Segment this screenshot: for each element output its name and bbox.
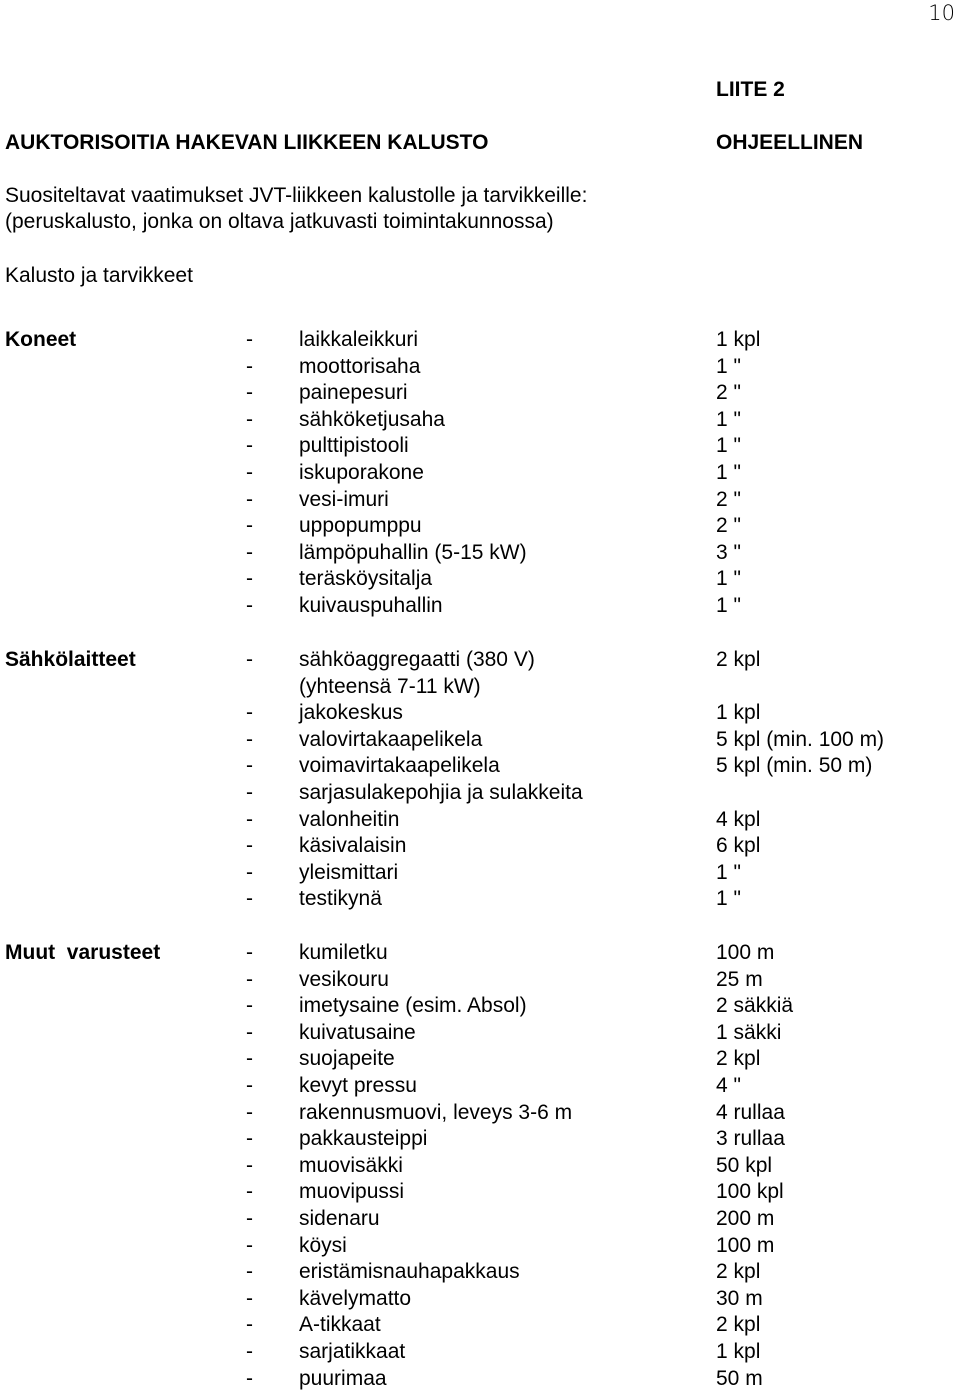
item-name: (yhteensä 7-11 kW): [299, 674, 481, 698]
item-name: muovipussi: [299, 1180, 405, 1204]
item-name: A-tikkaat: [299, 1313, 381, 1337]
page-number: 10: [928, 1, 955, 25]
list-item: [0, 433, 960, 460]
item-quantity: 50 m: [716, 1366, 763, 1390]
list-bullet: -: [246, 967, 253, 991]
list-item: [0, 860, 960, 887]
list-item: [0, 460, 960, 487]
list-bullet: -: [246, 1100, 253, 1124]
list-item: [0, 727, 960, 754]
list-bullet: -: [246, 407, 253, 431]
item-name: lämpöpuhallin (5-15 kW): [299, 540, 527, 564]
item-name: kevyt pressu: [299, 1073, 417, 1097]
item-quantity: 30 m: [716, 1286, 763, 1310]
list-item: [0, 487, 960, 514]
list-item: [0, 807, 960, 834]
item-quantity: 1 kpl: [716, 1339, 761, 1363]
section-muut-varusteet: [0, 940, 960, 1392]
item-quantity: 5 kpl (min. 50 m): [716, 754, 873, 778]
item-quantity: 50 kpl: [716, 1153, 773, 1177]
subheading: Kalusto ja tarvikkeet: [5, 264, 193, 287]
list-bullet: -: [246, 994, 253, 1018]
list-item: [0, 833, 960, 860]
list-item: [0, 354, 960, 381]
list-item: [0, 1366, 960, 1393]
list-item: [0, 1046, 960, 1073]
page-title: AUKTORISOITIA HAKEVAN LIIKKEEN KALUSTO: [5, 131, 489, 154]
list-item: [0, 993, 960, 1020]
list-bullet: -: [246, 780, 253, 804]
list-item: [0, 513, 960, 540]
item-quantity: 1 ": [716, 434, 741, 458]
item-name: uppopumppu: [299, 514, 422, 538]
list-bullet: -: [246, 1127, 253, 1151]
item-name: testikynä: [299, 887, 382, 911]
item-quantity: 100 m: [716, 1233, 775, 1257]
list-item: [0, 540, 960, 567]
list-item: [0, 1339, 960, 1366]
list-item: [0, 327, 960, 354]
item-quantity: 1 ": [716, 593, 741, 617]
list-item: [0, 1286, 960, 1313]
item-name: vesikouru: [299, 967, 389, 991]
item-quantity: 1 ": [716, 887, 741, 911]
item-quantity: 4 rullaa: [716, 1100, 785, 1124]
item-name: kävelymatto: [299, 1286, 412, 1310]
appendix-label: LIITE 2: [716, 78, 785, 101]
item-quantity: 1 ": [716, 567, 741, 591]
list-item: [0, 940, 960, 967]
list-item: [0, 566, 960, 593]
list-bullet: -: [246, 328, 253, 351]
list-bullet: -: [246, 727, 253, 751]
item-name: suojapeite: [299, 1047, 395, 1071]
list-bullet: -: [246, 514, 253, 538]
list-bullet: -: [246, 648, 253, 671]
list-bullet: -: [246, 1233, 253, 1257]
list-bullet: -: [246, 807, 253, 831]
item-quantity: 25 m: [716, 967, 763, 991]
list-bullet: -: [246, 381, 253, 405]
item-quantity: 200 m: [716, 1206, 775, 1230]
list-item: [0, 1206, 960, 1233]
item-quantity: 1 säkki: [716, 1020, 782, 1044]
item-list: [0, 327, 960, 620]
item-quantity: 1 ": [716, 860, 741, 884]
item-name: jakokeskus: [299, 701, 403, 725]
item-name: iskuporakone: [299, 460, 424, 484]
list-bullet: -: [246, 1366, 253, 1390]
section-title: Sähkölaitteet: [5, 648, 136, 671]
list-item: [0, 700, 960, 727]
item-quantity: 4 ": [716, 1073, 741, 1097]
list-item: [0, 593, 960, 620]
list-bullet: -: [246, 354, 253, 378]
item-quantity: 2 kpl: [716, 1313, 761, 1337]
item-name: puurimaa: [299, 1366, 387, 1390]
intro-text: [5, 183, 587, 235]
item-name: sidenaru: [299, 1206, 380, 1230]
item-name: valonheitin: [299, 807, 400, 831]
item-name: kumiletku: [299, 941, 388, 964]
list-bullet: -: [246, 887, 253, 911]
list-bullet: -: [246, 593, 253, 617]
list-bullet: -: [246, 1206, 253, 1230]
list-item: [0, 674, 960, 701]
list-item: [0, 753, 960, 780]
list-bullet: -: [246, 460, 253, 484]
item-name: sähköaggregaatti (380 V): [299, 648, 535, 671]
item-name: vesi-imuri: [299, 487, 389, 511]
section-koneet: [0, 327, 960, 620]
list-item: [0, 647, 960, 674]
item-name: teräsköysitalja: [299, 567, 433, 591]
item-name: sarjatikkaat: [299, 1339, 406, 1363]
list-bullet: -: [246, 941, 253, 964]
item-quantity: 2 säkkiä: [716, 994, 794, 1018]
list-item: [0, 1233, 960, 1260]
list-item: [0, 380, 960, 407]
item-quantity: 2 ": [716, 514, 741, 538]
list-item: [0, 1259, 960, 1286]
list-item: [0, 1073, 960, 1100]
list-bullet: -: [246, 1047, 253, 1071]
item-quantity: 1 kpl: [716, 328, 761, 351]
item-name: sarjasulakepohjia ja sulakkeita: [299, 780, 583, 804]
item-quantity: 2 ": [716, 381, 741, 405]
list-bullet: -: [246, 754, 253, 778]
list-item: [0, 780, 960, 807]
list-bullet: -: [246, 567, 253, 591]
item-quantity: 4 kpl: [716, 807, 761, 831]
list-bullet: -: [246, 540, 253, 564]
section-title: Muut varusteet: [5, 941, 161, 964]
list-item: [0, 1179, 960, 1206]
item-name: painepesuri: [299, 381, 408, 405]
list-bullet: -: [246, 1339, 253, 1363]
list-bullet: -: [246, 434, 253, 458]
list-item: [0, 1153, 960, 1180]
intro-line: (peruskalusto, jonka on oltava jatkuvasti toimintakunnossa): [5, 210, 554, 233]
list-item: [0, 1312, 960, 1339]
item-name: köysi: [299, 1233, 347, 1257]
item-name: kuivatusaine: [299, 1020, 416, 1044]
item-quantity: 3 ": [716, 540, 741, 564]
item-name: eristämisnauhapakkaus: [299, 1260, 520, 1284]
list-bullet: -: [246, 487, 253, 511]
list-item: [0, 1020, 960, 1047]
item-name: sähköketjusaha: [299, 407, 445, 431]
item-quantity: 2 kpl: [716, 1260, 761, 1284]
list-bullet: -: [246, 1313, 253, 1337]
section-title: Koneet: [5, 328, 77, 351]
item-name: rakennusmuovi, leveys 3-6 m: [299, 1100, 573, 1124]
list-bullet: -: [246, 1260, 253, 1284]
item-quantity: 1 ": [716, 407, 741, 431]
heading-right-label: OHJEELLINEN: [716, 131, 864, 154]
item-quantity: 1 ": [716, 460, 741, 484]
item-name: muovisäkki: [299, 1153, 403, 1177]
item-name: imetysaine (esim. Absol): [299, 994, 527, 1018]
list-bullet: -: [246, 701, 253, 725]
list-item: [0, 967, 960, 994]
list-item: [0, 1100, 960, 1127]
item-quantity: 3 rullaa: [716, 1127, 785, 1151]
list-bullet: -: [246, 1020, 253, 1044]
item-list: [0, 647, 960, 913]
list-bullet: -: [246, 860, 253, 884]
list-item: [0, 1126, 960, 1153]
item-quantity: 2 ": [716, 487, 741, 511]
list-item: [0, 886, 960, 913]
item-quantity: 2 kpl: [716, 1047, 761, 1071]
item-name: pakkausteippi: [299, 1127, 428, 1151]
item-name: pulttipistooli: [299, 434, 409, 458]
item-quantity: 1 kpl: [716, 701, 761, 725]
item-quantity: 5 kpl (min. 100 m): [716, 727, 885, 751]
intro-line: Suositeltavat vaatimukset JVT-liikkeen kalustolle ja tarvikkeille:: [5, 184, 588, 207]
item-quantity: 6 kpl: [716, 834, 761, 858]
item-list: [0, 940, 960, 1392]
item-name: käsivalaisin: [299, 834, 407, 858]
item-name: yleismittari: [299, 860, 399, 884]
list-bullet: -: [246, 1073, 253, 1097]
list-item: [0, 407, 960, 434]
item-quantity: 100 kpl: [716, 1180, 784, 1204]
item-name: voimavirtakaapelikela: [299, 754, 500, 778]
item-name: laikkaleikkuri: [299, 328, 419, 351]
item-quantity: 1 ": [716, 354, 741, 378]
list-bullet: -: [246, 1180, 253, 1204]
list-bullet: -: [246, 834, 253, 858]
item-name: valovirtakaapelikela: [299, 727, 483, 751]
item-name: moottorisaha: [299, 354, 421, 378]
item-name: kuivauspuhallin: [299, 593, 443, 617]
item-quantity: 100 m: [716, 941, 775, 964]
item-quantity: 2 kpl: [716, 648, 761, 671]
list-bullet: -: [246, 1286, 253, 1310]
list-bullet: -: [246, 1153, 253, 1177]
section-sahkolaitteet: [0, 647, 960, 913]
